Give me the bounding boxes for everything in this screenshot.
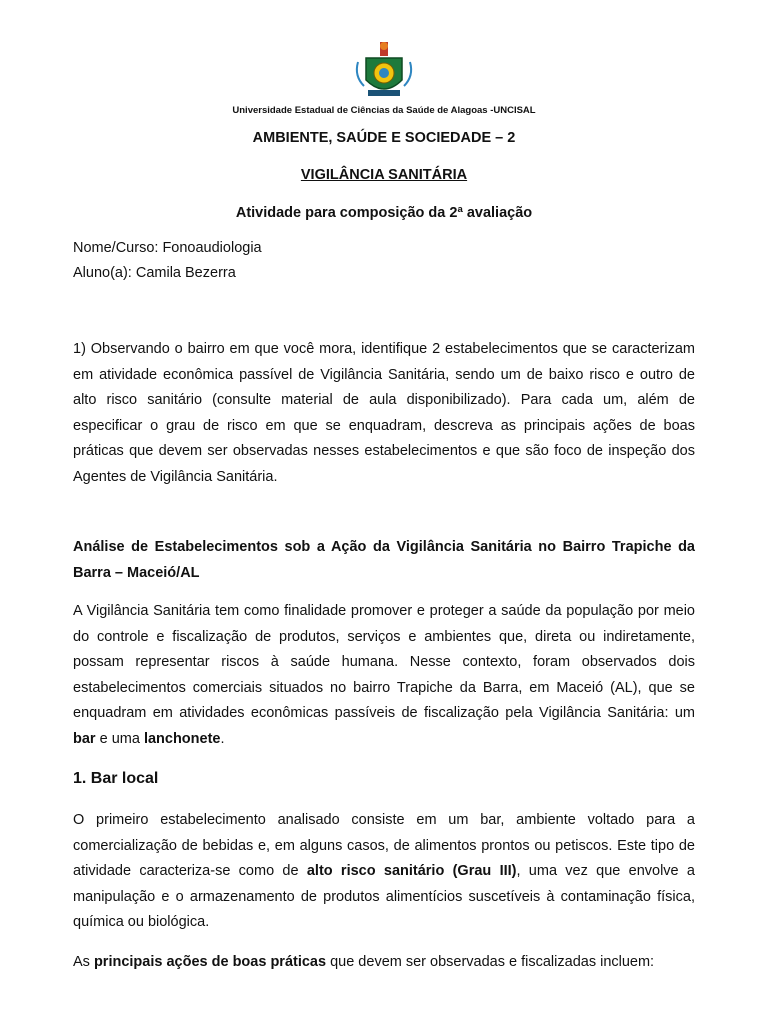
student-name: Aluno(a): Camila Bezerra — [73, 265, 236, 281]
university-name: Universidade Estadual de Ciências da Saúde de Alagoas -UNCISAL — [232, 105, 536, 116]
risk-level-bold: alto risco sanitário (Grau III) — [306, 863, 517, 879]
question-paragraph: 1) Observando o bairro em que você mora, identifique 2 estabelecimentos que se caracterizam em atividade econômica passível de Vigilância Sanitária, sendo um de baixo risco e outro de alto risco sanitário (consulte material de aula disponibilizado). Para cada um, além de especificar o grau de risco em que se enquadram, descreva as principais ações de boas práticas que devem ser observadas nesses estabelecimentos e que são foco de inspeção dos Agentes de Vigilância Sanitária. — [73, 341, 695, 485]
lanchonete-bold: lanchonete — [143, 730, 221, 747]
student-course: Nome/Curso: Fonoaudiologia — [73, 240, 262, 256]
subject-title: VIGILÂNCIA SANITÁRIA — [300, 167, 468, 183]
practices-intro: As principais ações de boas práticas que devem ser observadas e fiscalizadas incluem: — [73, 954, 655, 970]
course-title: AMBIENTE, SAÚDE E SOCIEDADE – 2 — [252, 130, 516, 146]
bar-bold: bar — [73, 730, 96, 747]
intro-paragraph: A Vigilância Sanitária tem como finalidade promover e proteger a saúde da população por meio do controle e fiscalização de produtos, serviços e ambientes que, direta ou indiretamente, possam representar riscos à saúde humana. Nesse contexto, foram observados dois estabelecimentos comerciais situados no bairro Trapiche da Barra, em Maceió (AL), que se enquadram em atividades econômicas passíveis de fiscalização pela Vigilância Sanitária: um bar e uma lanchonete. — [73, 603, 695, 747]
bar-paragraph: O primeiro estabelecimento analisado consiste em um bar, ambiente voltado para a comercialização de bebidas e, em alguns casos, de alimentos prontos ou petiscos. Este tipo de atividade caracteriza-se como de alto risco sanitário (Grau III), uma vez que envolve a manipulação e o armazenamento de produtos alimentícios suscetíveis à contaminação física, química ou biológica. — [73, 812, 695, 930]
activity-title: Atividade para composição da 2ª avaliação — [235, 205, 533, 221]
section-heading-bar: 1. Bar local — [73, 770, 159, 787]
analysis-title: Análise de Estabelecimentos sob a Ação da Vigilância Sanitária no Bairro Trapiche da Barra – Maceió/AL — [73, 539, 695, 581]
practices-bold: principais ações de boas práticas — [93, 954, 327, 970]
university-crest-logo — [352, 40, 416, 100]
